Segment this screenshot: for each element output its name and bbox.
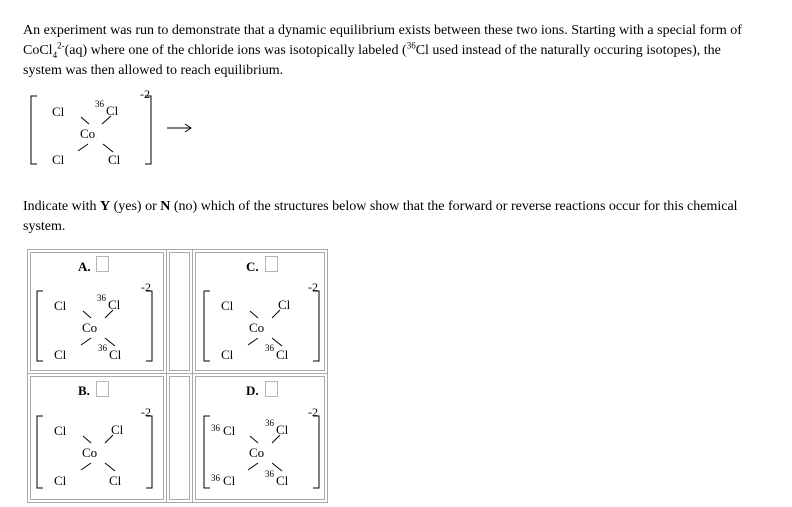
- cl-36-atom: Cl: [109, 347, 122, 362]
- isotope-36: 36: [97, 293, 106, 303]
- option-d-label: D.: [246, 383, 259, 398]
- structure-b: [31, 406, 161, 496]
- cl-36-atom: Cl: [106, 103, 119, 118]
- intro-paragraph: An experiment was run to demonstrate that a dynamic equilibrium exists between these two ions. Starting with a special form of CoCl$_4^{2-}$(aq) where one of the chloride ions was isotopically labeled ($^{36}$Cl used instead of the naturally occuring isotopes), the system was then allowed to reach equilibrium.: [23, 23, 742, 78]
- cl-atom: Cl: [221, 298, 234, 313]
- cl-atom: Cl: [221, 347, 234, 362]
- co-atom: Co: [82, 320, 98, 335]
- isotope-36: 36: [98, 343, 107, 353]
- isotope-36: 36: [265, 343, 274, 353]
- co-atom: Co: [82, 445, 98, 460]
- isotope-36: 36: [95, 99, 104, 109]
- isotope-36: 36: [265, 469, 274, 479]
- right-arrow-icon: [166, 122, 194, 134]
- cl-atom: Cl: [54, 347, 67, 362]
- cl-36-atom: Cl: [276, 422, 289, 437]
- option-a-answer-box[interactable]: [96, 256, 109, 272]
- structure-d: [198, 406, 328, 496]
- option-b-answer-box[interactable]: [96, 381, 109, 397]
- isotope-36: 36: [211, 473, 220, 483]
- cl-36-atom: Cl: [223, 473, 236, 488]
- co-atom: Co: [249, 320, 265, 335]
- charge-label: -2: [141, 406, 151, 419]
- co-atom: Co: [249, 445, 265, 460]
- charge-label: -2: [141, 281, 151, 294]
- charge-label: -2: [140, 87, 150, 101]
- structure-c: [198, 281, 328, 369]
- cl-36-atom: Cl: [276, 473, 289, 488]
- isotope-36: 36: [265, 418, 274, 428]
- cl-atom: Cl: [54, 423, 67, 438]
- cl-atom: Cl: [109, 473, 122, 488]
- instruction-paragraph: Indicate with Y (yes) or N (no) which of the structures below show that the forward or reverse reactions occur for this chemical system.: [23, 199, 738, 234]
- cl-36-atom: Cl: [108, 297, 121, 312]
- option-c-answer-box[interactable]: [265, 256, 278, 272]
- option-c-label: C.: [246, 259, 259, 274]
- cl-atom: Cl: [108, 152, 121, 167]
- charge-label: -2: [308, 406, 318, 419]
- cl-atom: Cl: [52, 152, 65, 167]
- option-d-answer-box[interactable]: [265, 381, 278, 397]
- cl-36-atom: Cl: [276, 347, 289, 362]
- structure-a: [31, 281, 161, 369]
- cl-atom: Cl: [54, 298, 67, 313]
- reactant-structure: [23, 85, 163, 170]
- cl-atom: Cl: [278, 297, 291, 312]
- co-atom: Co: [80, 126, 96, 141]
- cl-36-atom: Cl: [223, 423, 236, 438]
- cl-atom: Cl: [111, 422, 124, 437]
- option-b-label: B.: [78, 383, 90, 398]
- isotope-36: 36: [211, 423, 220, 433]
- cl-atom: Cl: [52, 104, 65, 119]
- cl-atom: Cl: [54, 473, 67, 488]
- option-a-label: A.: [78, 259, 91, 274]
- charge-label: -2: [308, 281, 318, 294]
